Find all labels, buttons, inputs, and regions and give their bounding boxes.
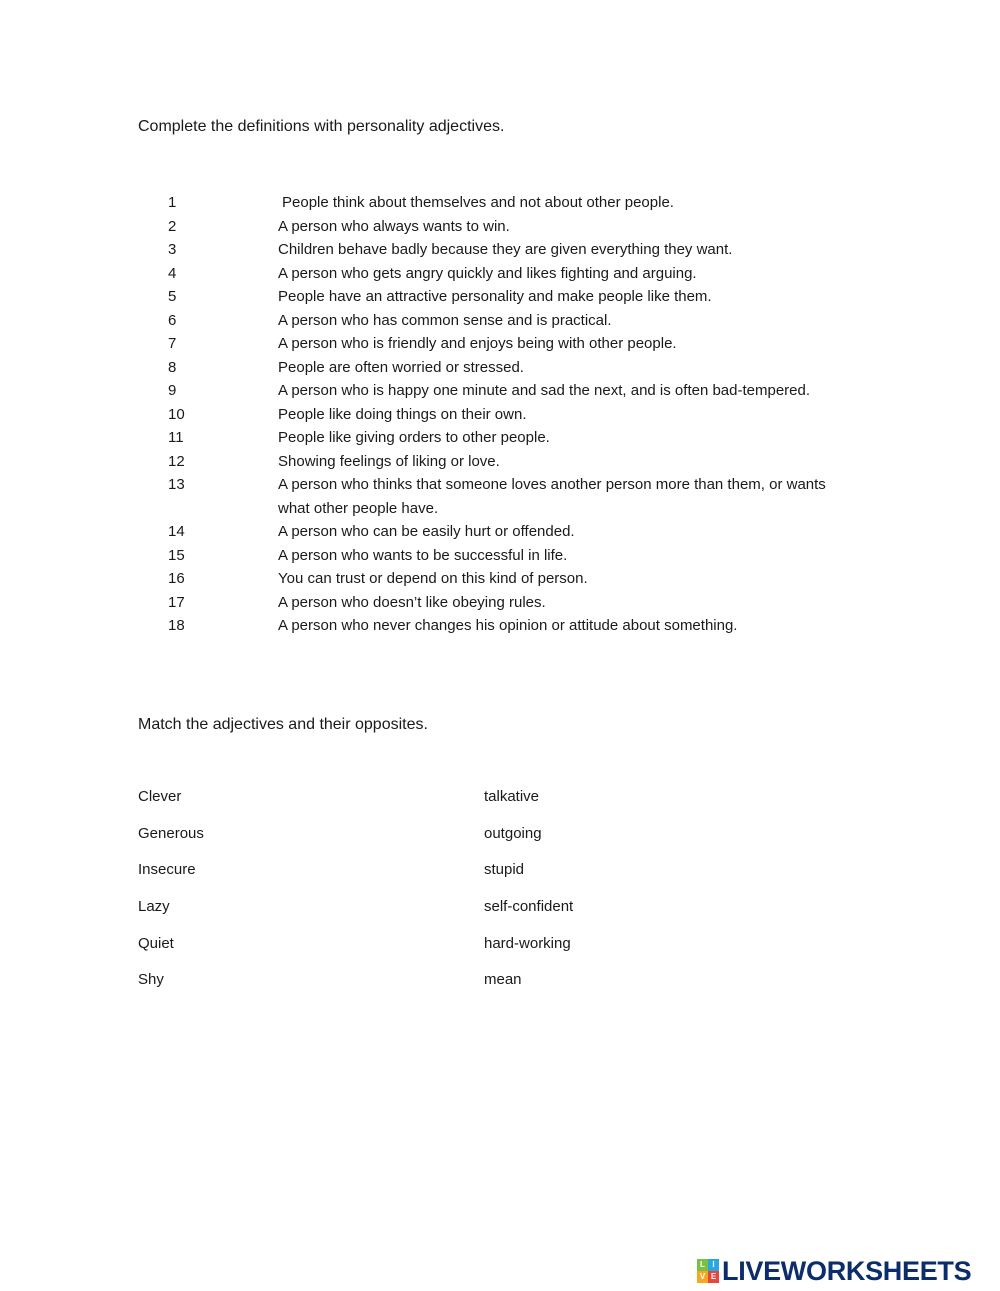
- definition-number: 12: [168, 452, 185, 470]
- logo-mark-letter: I: [708, 1259, 719, 1271]
- matching-table: [138, 788, 638, 1008]
- opposite-word: outgoing: [484, 824, 542, 842]
- definition-text: A person who can be easily hurt or offended.: [278, 523, 575, 540]
- logo-mark-letter: L: [697, 1259, 708, 1271]
- definition-item: [0, 238, 1000, 262]
- definition-text: A person who thinks that someone loves another person more than them, or wants what other people have.: [278, 476, 826, 517]
- matching-row: [138, 898, 638, 935]
- opposite-word: mean: [484, 971, 522, 989]
- matching-row: [138, 971, 638, 1008]
- definitions-list: [0, 191, 1000, 638]
- definition-number: 16: [168, 570, 185, 587]
- definition-item: [0, 520, 1000, 544]
- definition-number: 1: [168, 194, 177, 211]
- adjective-word: Quiet: [138, 934, 174, 952]
- definition-text: People like doing things on their own.: [278, 405, 527, 423]
- definition-text: A person who is happy one minute and sad the next, and is often bad-tempered.: [278, 382, 811, 399]
- definition-number: 10: [168, 405, 185, 423]
- adjective-word: Insecure: [138, 861, 196, 879]
- definition-number: 14: [168, 523, 185, 540]
- logo-text: LIVEWORKSHEETS: [722, 1256, 972, 1286]
- definition-text: A person who is friendly and enjoys being with other people.: [278, 335, 677, 352]
- definition-number: 18: [168, 617, 185, 634]
- definition-text: A person who wants to be successful in life.: [278, 546, 568, 564]
- definition-number: 3: [168, 241, 177, 258]
- definition-item: [0, 262, 1000, 286]
- definition-item: [0, 450, 1000, 474]
- definition-number: 5: [168, 288, 177, 305]
- definition-text: You can trust or depend on this kind of person.: [278, 570, 588, 587]
- definition-item: [0, 544, 1000, 568]
- matching-row: [138, 825, 638, 862]
- definition-text: A person who never changes his opinion or attitude about something.: [278, 617, 738, 634]
- definition-item: [0, 567, 1000, 591]
- definition-text: A person who always wants to win.: [278, 217, 510, 235]
- definition-text: A person who gets angry quickly and likes fighting and arguing.: [278, 264, 697, 282]
- definition-number: 4: [168, 264, 177, 282]
- opposite-word: talkative: [484, 788, 540, 805]
- definition-item: [0, 473, 1000, 520]
- definition-item: [0, 356, 1000, 380]
- definition-item: [0, 215, 1000, 239]
- definition-item: [0, 309, 1000, 333]
- adjective-word: Shy: [138, 971, 164, 989]
- definition-item: [0, 591, 1000, 615]
- definition-item: [0, 614, 1000, 638]
- opposite-word: hard-working: [484, 934, 571, 952]
- matching-instruction: Match the adjectives and their opposites.: [138, 716, 428, 733]
- adjective-word: Lazy: [138, 898, 170, 916]
- definition-text: Showing feelings of liking or love.: [278, 452, 500, 470]
- opposite-word: self-confident: [484, 898, 574, 916]
- logo-mark-letter: E: [708, 1271, 719, 1283]
- definition-number: 11: [168, 429, 184, 446]
- definition-item: [0, 426, 1000, 450]
- adjective-word: Clever: [138, 788, 182, 805]
- definition-number: 13: [168, 476, 185, 493]
- definition-text: A person who has common sense and is practical.: [278, 311, 612, 329]
- definition-item: [0, 191, 1000, 215]
- definition-number: 17: [168, 593, 185, 611]
- definition-text: People are often worried or stressed.: [278, 358, 524, 376]
- definition-item: [0, 403, 1000, 427]
- definition-text: A person who doesn’t like obeying rules.: [278, 593, 546, 611]
- definition-text: People have an attractive personality and make people like them.: [278, 288, 712, 305]
- matching-row: [138, 861, 638, 898]
- definition-item: [0, 285, 1000, 309]
- definition-number: 8: [168, 358, 177, 376]
- definition-text: Children behave badly because they are given everything they want.: [278, 241, 733, 258]
- liveworksheets-logo: [697, 1256, 971, 1286]
- definition-number: 7: [168, 335, 177, 352]
- matching-row: [138, 788, 638, 825]
- opposite-word: stupid: [484, 861, 525, 879]
- definition-text: People think about themselves and not about other people.: [282, 194, 674, 211]
- definition-item: [0, 332, 1000, 356]
- matching-row: [138, 935, 638, 972]
- definitions-instruction: Complete the definitions with personality adjectives.: [138, 118, 505, 135]
- definition-number: 9: [168, 382, 177, 399]
- definition-number: 6: [168, 311, 177, 329]
- logo-mark-letter: V: [697, 1271, 708, 1283]
- definition-number: 15: [168, 546, 185, 564]
- definition-text: People like giving orders to other people.: [278, 429, 550, 446]
- adjective-word: Generous: [138, 824, 204, 842]
- logo-mark-icon: [697, 1259, 719, 1283]
- definition-number: 2: [168, 217, 177, 235]
- definition-item: [0, 379, 1000, 403]
